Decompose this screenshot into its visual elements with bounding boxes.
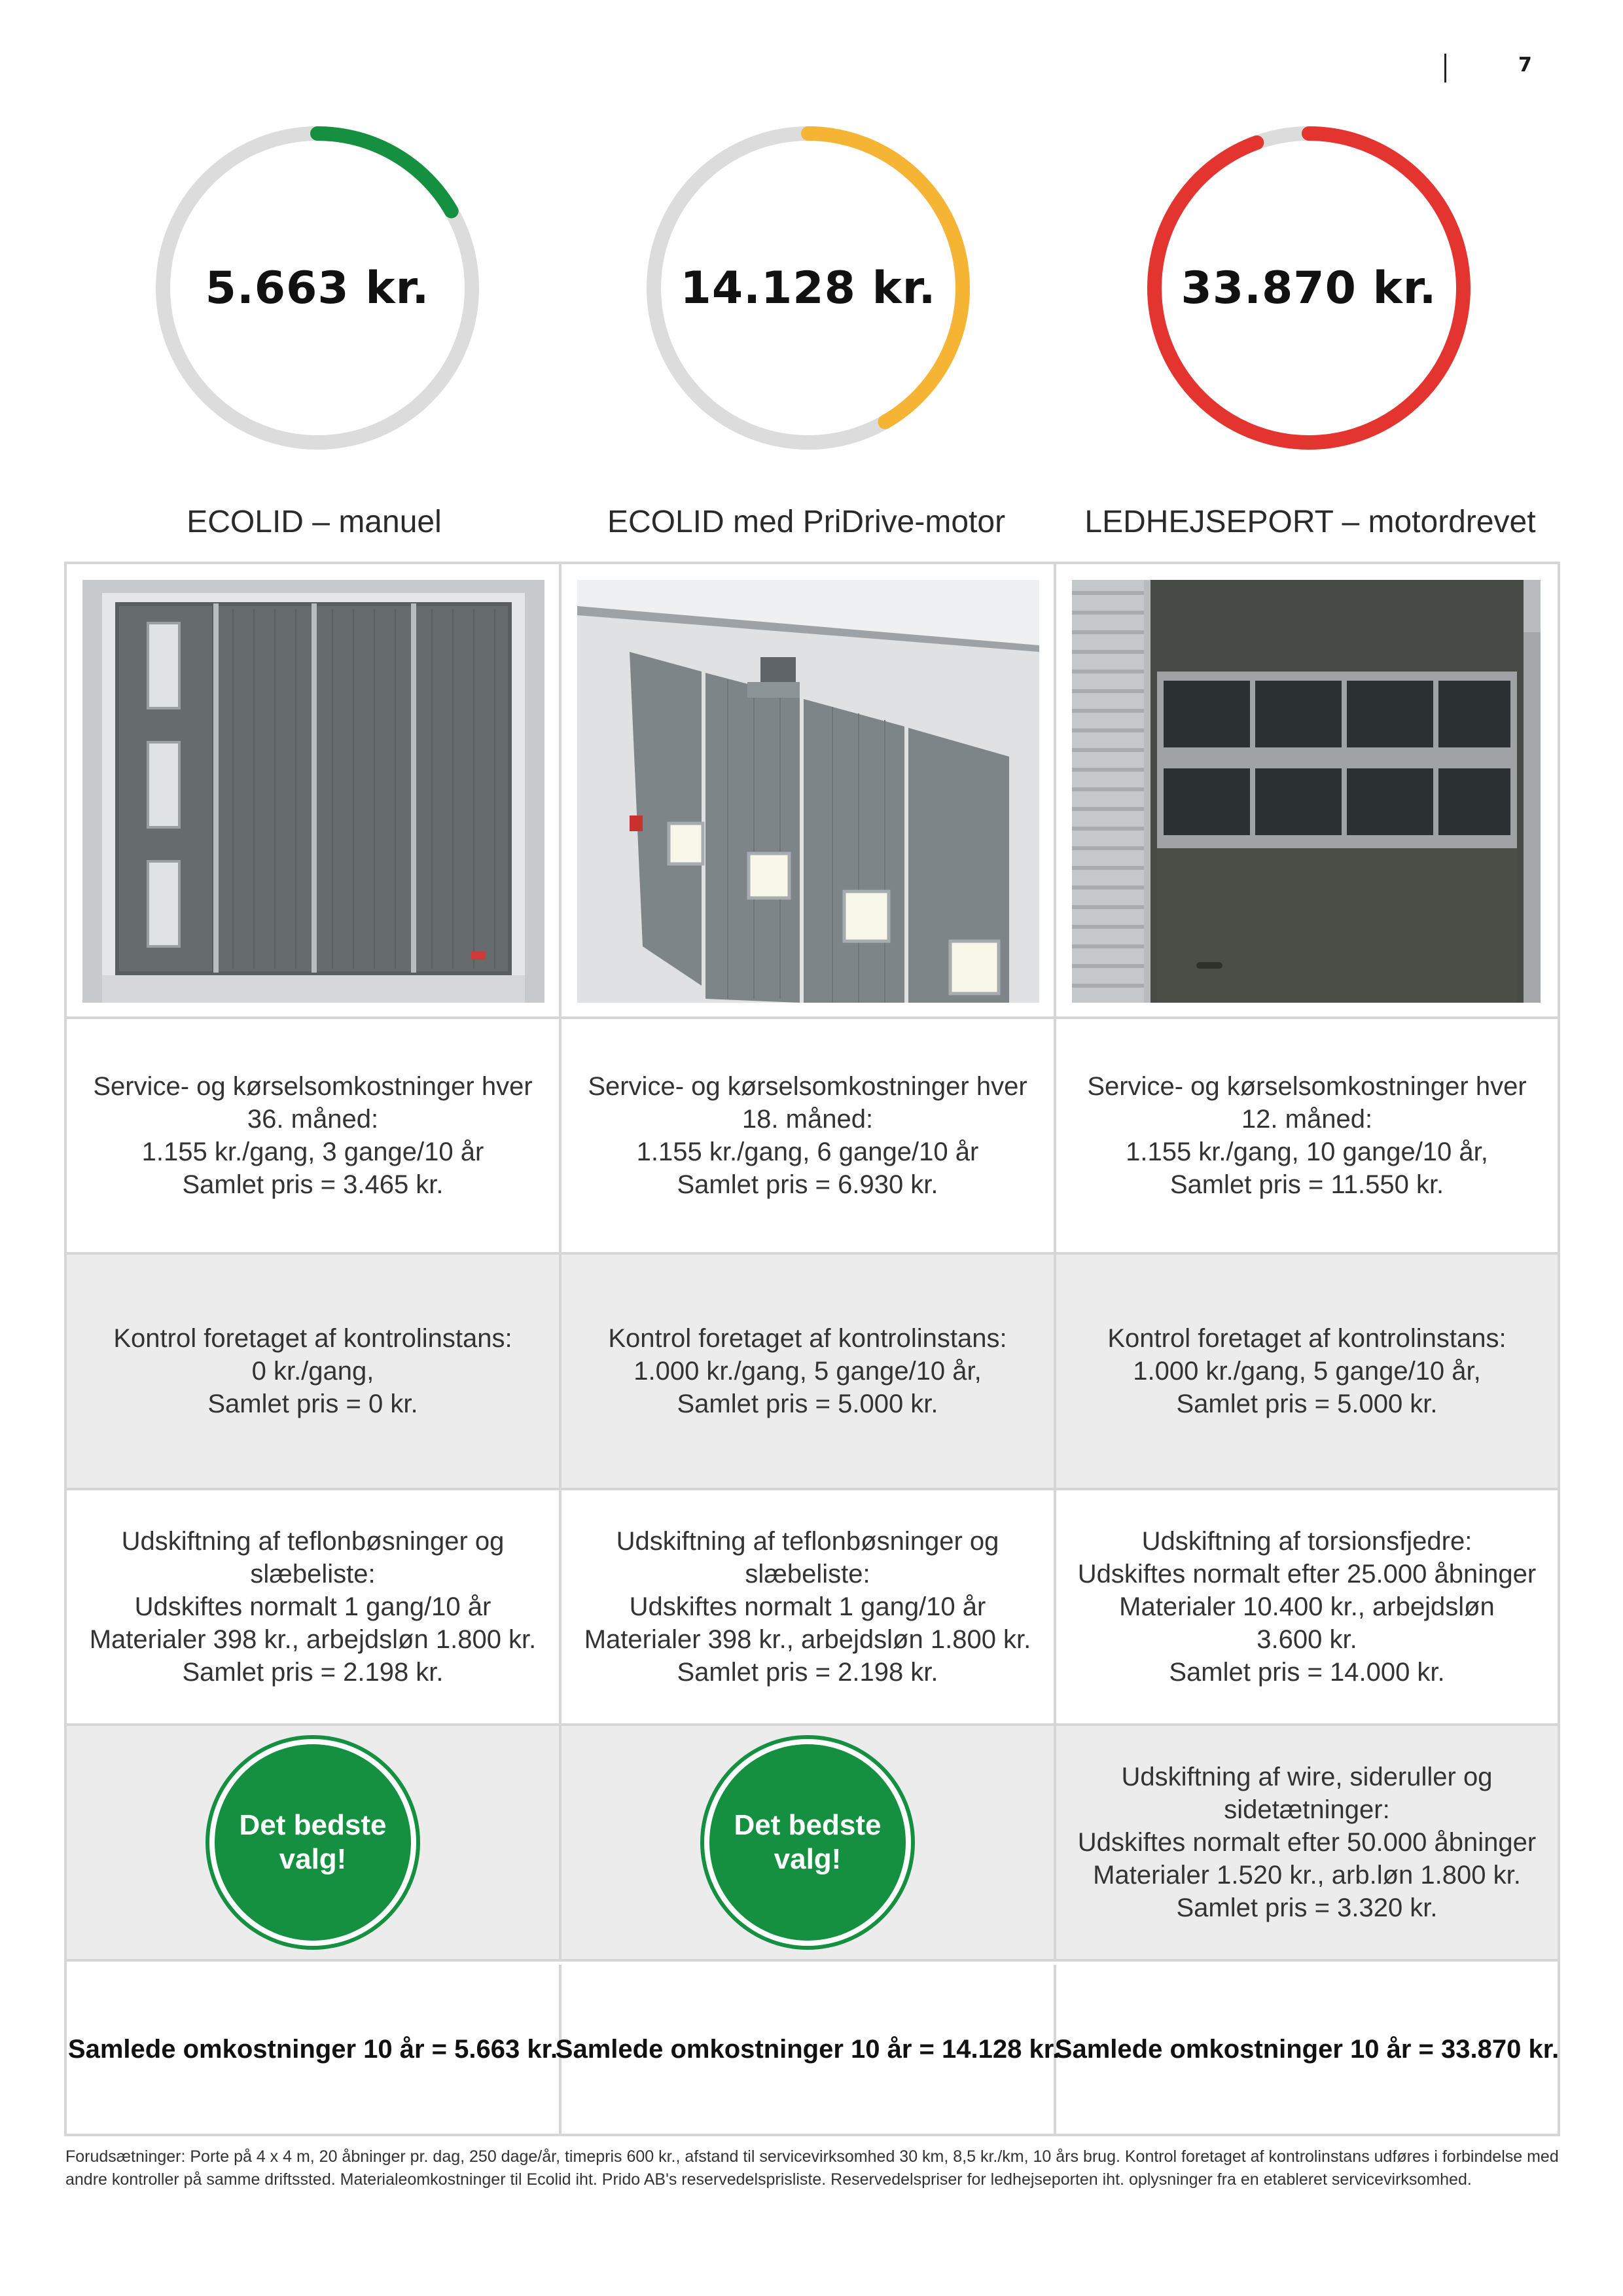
total-cost-cell: [555, 1965, 1060, 2134]
control-cost-cell: [67, 1255, 562, 1490]
total-cost-text: Samlede omkostninger 10 år = 14.128 kr.: [555, 2035, 1060, 2064]
footnote: Forudsætninger: Porte på 4 x 4 m, 20 åbninger pr. dag, 250 dage/år, timepris 600 kr., afstand til servicevirksomhed 30 km, 8,5 kr./km, 10 års brug. Kontrol foretaget af kontrolinstans udføres i forbindelse med andre kontroller på samme driftssted. Materialeomkostninger til Ecolid iht. Prido AB's reservedelsprisliste. Reservedelspriser for ledhejseporten iht. oplysninger fra en etableret servicevirksomhed.: [65, 2147, 1559, 2189]
column-label-manual: ECOLID – manuel: [187, 505, 442, 539]
replacement-cost-cell: [562, 1490, 1056, 1726]
total-cost-text: Samlede omkostninger 10 år = 33.870 kr.: [1054, 2035, 1560, 2064]
door-photo-sectional: [1072, 580, 1541, 1003]
photo-cell: [67, 564, 562, 1019]
gauge-value: 33.870 kr.: [1181, 262, 1437, 314]
photo-cell: [1056, 564, 1558, 1019]
photo-cell: [562, 564, 1056, 1019]
service-cost-text: Service- og kørselsomkostninger hver 36. måned: 1.155 kr./gang, 3 gange/10 år Samlet pris = 3.465 kr.: [93, 1072, 533, 1199]
cost-gauge-manual: [147, 118, 488, 458]
page-divider: [1444, 54, 1446, 82]
total-cost-text: Samlede omkostninger 10 år = 5.663 kr.: [67, 2035, 558, 2064]
column-label-sectional: LEDHEJSEPORT – motordrevet: [1084, 505, 1536, 539]
best-choice-badge: Det bedste valg!: [709, 1744, 906, 1941]
door-photo-manual: [82, 580, 544, 1003]
control-cost-cell: [1056, 1255, 1558, 1490]
best-choice-badge: Det bedste valg!: [215, 1744, 411, 1941]
gauge-value: 14.128 kr.: [680, 262, 936, 314]
service-cost-text: Service- og kørselsomkostninger hver 18. måned: 1.155 kr./gang, 6 gange/10 år Samlet pris = 6.930 kr.: [588, 1072, 1027, 1199]
service-cost-cell: [562, 1019, 1056, 1255]
replacement-cost-text: Udskiftning af teflonbøsninger og slæbeliste: Udskiftes normalt 1 gang/10 år Materialer 398 kr., arbejdsløn 1.800 kr. Samlet pris = 2.198 kr.: [89, 1527, 537, 1687]
service-cost-cell: [1056, 1019, 1558, 1255]
page-number: 7: [1518, 54, 1532, 77]
control-cost-text: Kontrol foretaget af kontrolinstans: 1.000 kr./gang, 5 gange/10 år, Samlet pris = 5.000 kr.: [1107, 1324, 1507, 1418]
replacement-cost-text: Udskiftning af torsionsfjedre: Udskiftes normalt efter 25.000 åbninger Materialer 10.400 kr., arbejdsløn 3.600 kr. Samlet pris = 14.000 kr.: [1077, 1527, 1537, 1687]
service-cost-text: Service- og kørselsomkostninger hver 12. måned: 1.155 kr./gang, 10 gange/10 år, Samlet pris = 11.550 kr.: [1087, 1072, 1527, 1199]
best-choice-cell: [67, 1726, 562, 1962]
extra-replacement-text: Udskiftning af wire, sideruller og sidetætninger: Udskiftes normalt efter 50.000 åbninger Materialer 1.520 kr., arb.løn 1.800 kr. Samlet pris = 3.320 kr.: [1077, 1763, 1537, 1922]
control-cost-text: Kontrol foretaget af kontrolinstans: 1.000 kr./gang, 5 gange/10 år, Samlet pris = 5.000 kr.: [608, 1324, 1007, 1418]
comparison-table: [64, 562, 1560, 2136]
extra-replacement-cell: [1056, 1726, 1558, 1962]
cost-gauge-sectional: [1139, 118, 1479, 458]
cost-gauge-pridrive: [638, 118, 978, 458]
door-photo-pridrive: [577, 580, 1039, 1003]
gauge-value: 5.663 kr.: [205, 262, 430, 314]
column-label-pridrive: ECOLID med PriDrive-motor: [607, 505, 1006, 539]
replacement-cost-cell: [1056, 1490, 1558, 1726]
total-cost-cell: [1056, 1965, 1558, 2134]
service-cost-cell: [67, 1019, 562, 1255]
best-choice-cell: [562, 1726, 1056, 1962]
control-cost-text: Kontrol foretaget af kontrolinstans: 0 kr./gang, Samlet pris = 0 kr.: [113, 1324, 512, 1418]
replacement-cost-text: Udskiftning af teflonbøsninger og slæbeliste: Udskiftes normalt 1 gang/10 år Materialer 398 kr., arbejdsløn 1.800 kr. Samlet pris = 2.198 kr.: [584, 1527, 1031, 1687]
replacement-cost-cell: [67, 1490, 562, 1726]
total-cost-cell: [67, 1965, 562, 2134]
control-cost-cell: [562, 1255, 1056, 1490]
